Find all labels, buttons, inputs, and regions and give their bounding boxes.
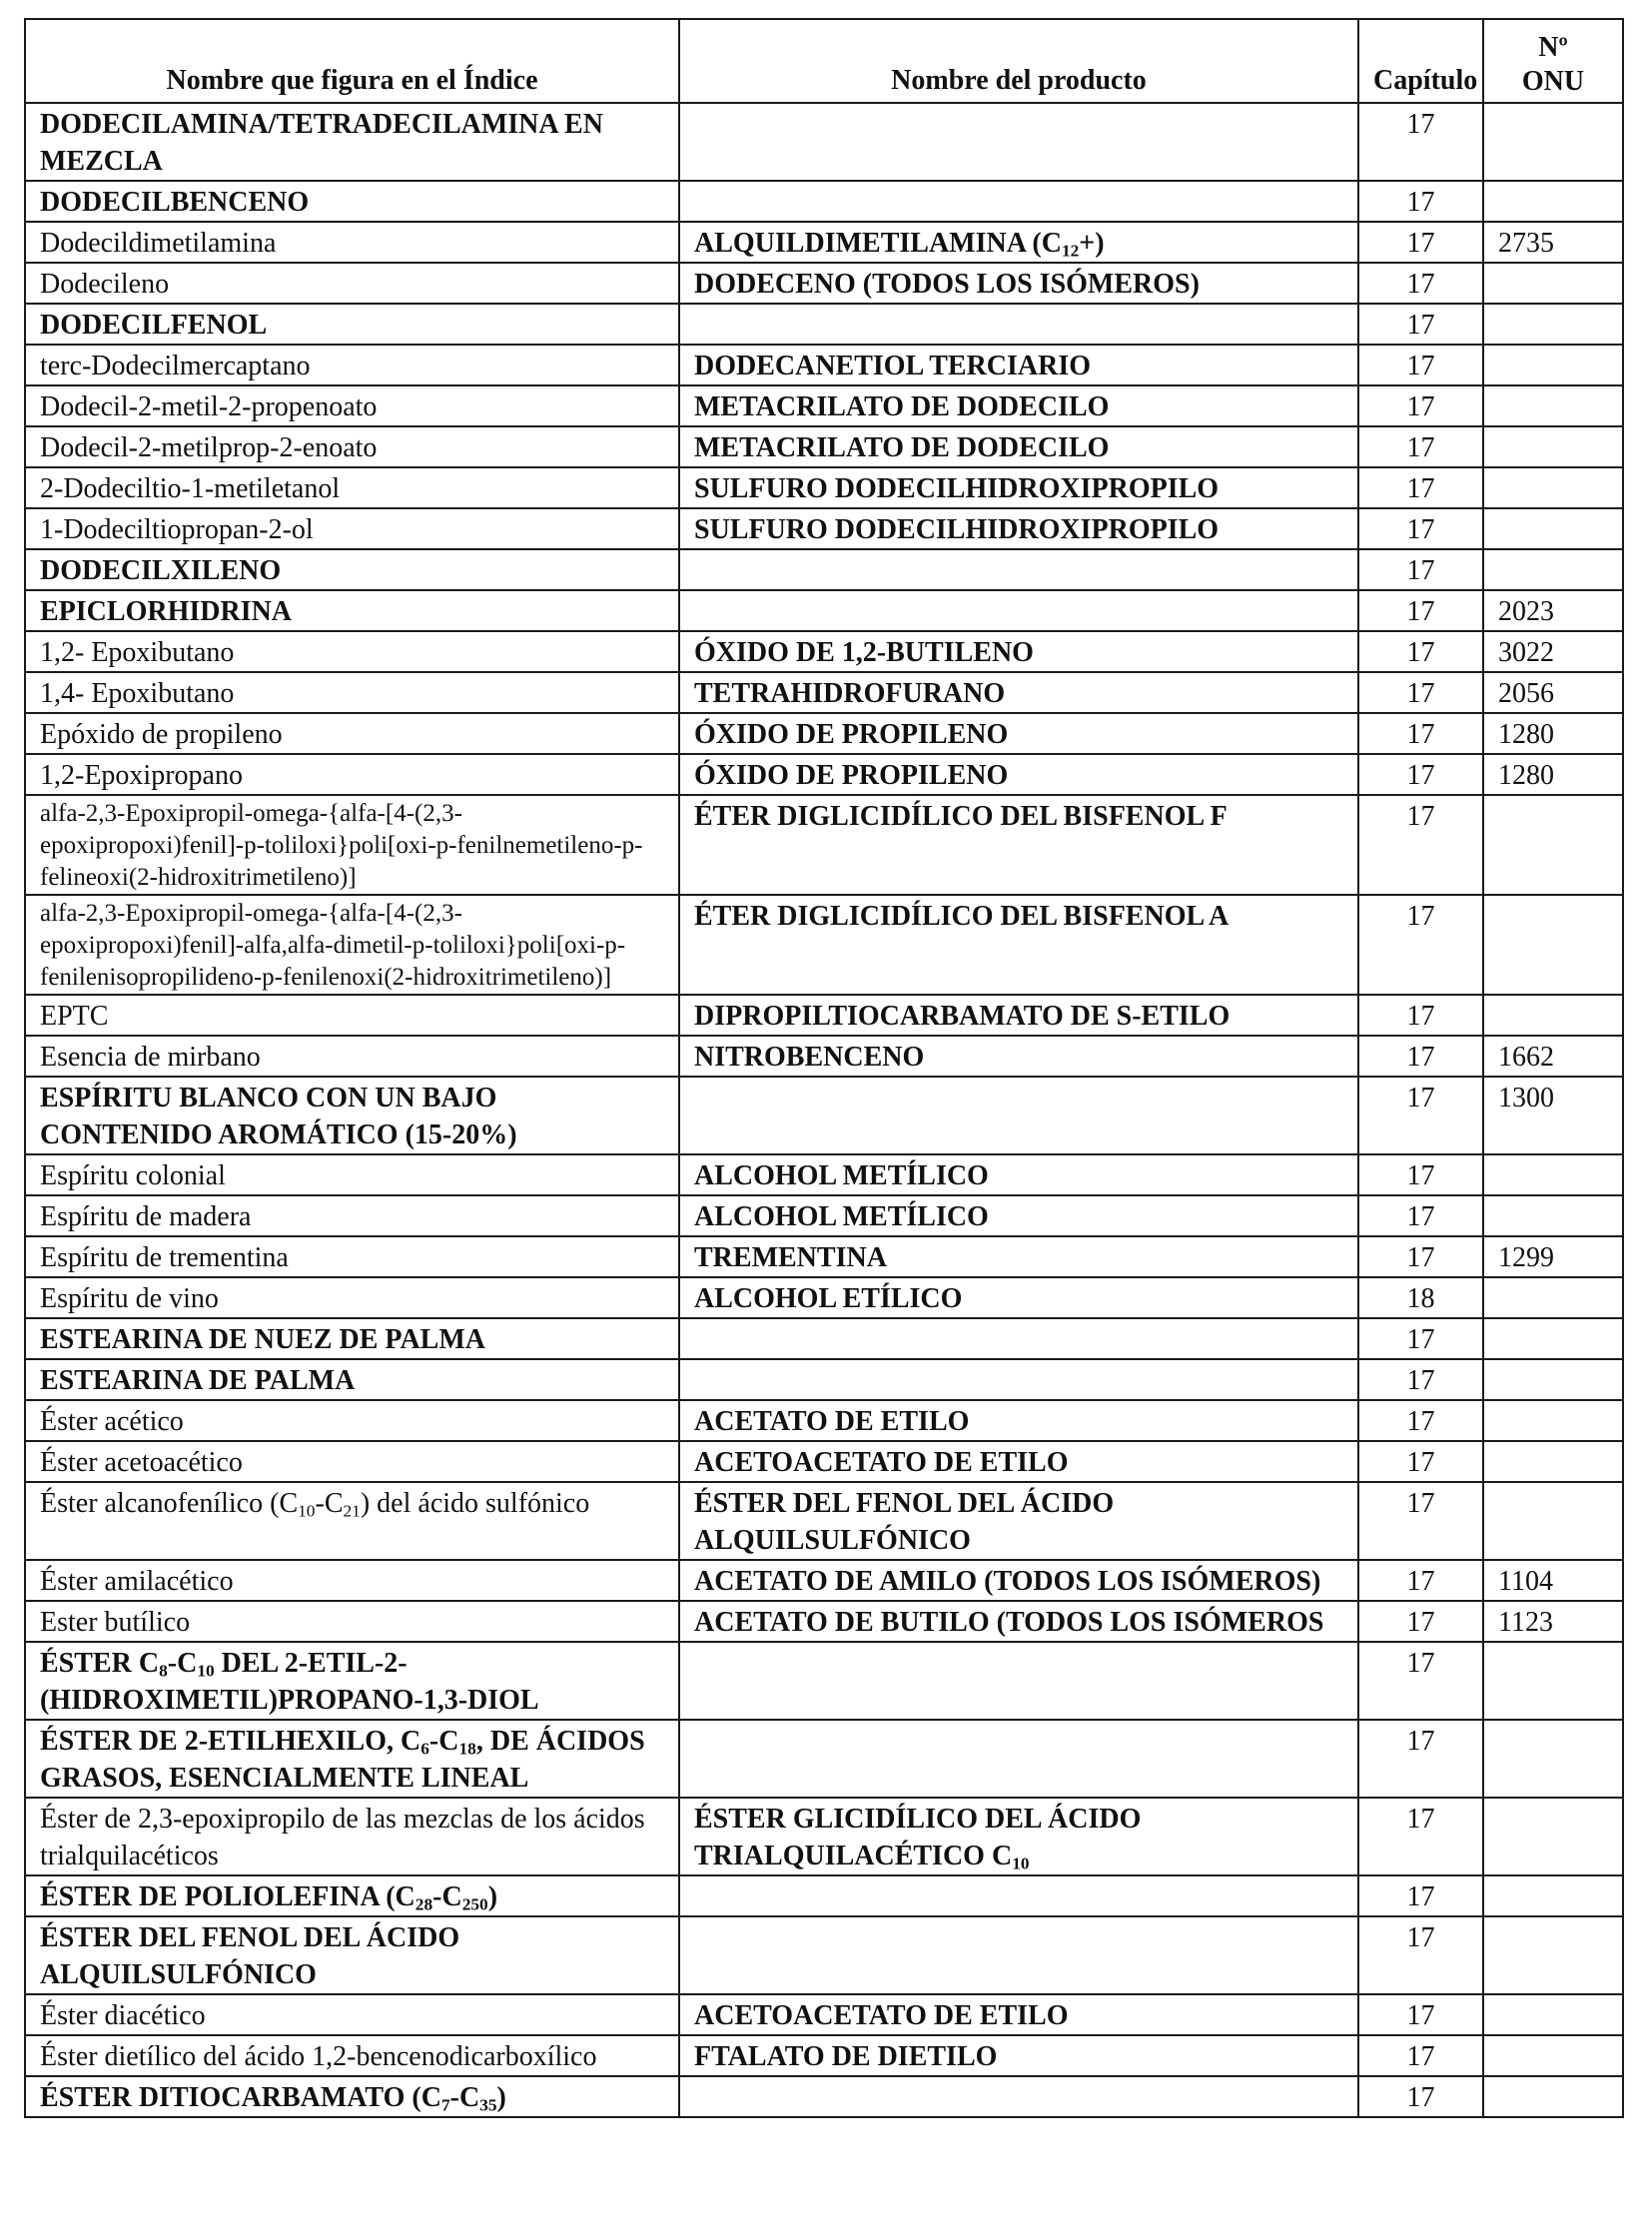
header-un-number-line1: Nº [1538,32,1568,63]
product-name-cell: ACETATO DE AMILO (TODOS LOS ISÓMEROS) [679,1560,1358,1601]
chapter-cell: 17 [1358,222,1483,263]
index-name-cell: DODECILFENOL [25,304,679,345]
chapter-cell: 17 [1358,2035,1483,2076]
un-number-cell [1483,1482,1623,1560]
chapter-cell: 17 [1358,672,1483,713]
table-row [25,1720,1623,1798]
table-row [25,426,1623,467]
table-header [25,19,1623,103]
chapter-cell: 17 [1358,2076,1483,2117]
table-row [25,1994,1623,2035]
un-number-cell [1483,1359,1623,1400]
table-row [25,181,1623,222]
chapter-cell: 17 [1358,754,1483,795]
product-name-cell: ALCOHOL METÍLICO [679,1154,1358,1195]
un-number-cell [1483,1798,1623,1875]
table-row [25,1482,1623,1560]
un-number-cell [1483,385,1623,426]
product-name-cell: TREMENTINA [679,1236,1358,1277]
chapter-cell: 17 [1358,1482,1483,1560]
table-row [25,754,1623,795]
chapter-cell: 17 [1358,263,1483,304]
product-name-cell: ÉTER DIGLICIDÍLICO DEL BISFENOL F [679,795,1358,895]
un-number-cell [1483,2076,1623,2117]
chapter-cell: 17 [1358,1236,1483,1277]
table-row [25,1916,1623,1994]
chapter-cell: 17 [1358,1875,1483,1916]
header-un-number [1483,19,1623,103]
index-name-cell: ESTEARINA DE NUEZ DE PALMA [25,1318,679,1359]
product-name-cell [679,1642,1358,1720]
chapter-cell: 17 [1358,304,1483,345]
table-row [25,1359,1623,1400]
index-name-cell: alfa-2,3-Epoxipropil-omega-{alfa-[4-(2,3-epoxipropoxi)fenil]-p-toliloxi}poli[oxi-p-fenilnemetileno-p-felineoxi(2-hidroxitrimetileno)] [25,795,679,895]
index-name-cell: terc-Dodecilmercaptano [25,345,679,385]
index-name-cell: Dodecil-2-metil-2-propenoato [25,385,679,426]
un-number-cell [1483,1400,1623,1441]
chapter-cell: 17 [1358,995,1483,1036]
un-number-cell: 1300 [1483,1077,1623,1154]
table-row [25,895,1623,995]
index-name-cell: 2-Dodeciltio-1-metiletanol [25,467,679,508]
table-row [25,385,1623,426]
table-row [25,508,1623,549]
product-name-cell [679,1720,1358,1798]
un-number-cell: 2056 [1483,672,1623,713]
chapter-cell: 17 [1358,631,1483,672]
table-row [25,672,1623,713]
table-row [25,1236,1623,1277]
product-name-cell: ÓXIDO DE 1,2-BUTILENO [679,631,1358,672]
chapter-cell: 17 [1358,1560,1483,1601]
un-number-cell [1483,1994,1623,2035]
index-name-cell: alfa-2,3-Epoxipropil-omega-{alfa-[4-(2,3-epoxipropoxi)fenil]-alfa,alfa-dimetil-p-toliloxi}poli[oxi-p-fenilenisopropilideno-p-fenilenoxi(2-hidroxitrimetileno)] [25,895,679,995]
product-name-cell [679,1875,1358,1916]
header-product-name: Nombre del producto [679,19,1358,103]
product-name-cell: ACETOACETATO DE ETILO [679,1994,1358,2035]
chapter-cell: 17 [1358,1077,1483,1154]
chapter-cell: 17 [1358,345,1483,385]
index-name-cell: Éster acético [25,1400,679,1441]
product-name-cell: NITROBENCENO [679,1036,1358,1077]
product-name-cell: DODECANETIOL TERCIARIO [679,345,1358,385]
product-name-cell: ÉSTER DEL FENOL DEL ÁCIDO ALQUILSULFÓNICO [679,1482,1358,1560]
chapter-cell: 17 [1358,1720,1483,1798]
product-name-cell: ÉSTER GLICIDÍLICO DEL ÁCIDO TRIALQUILACÉTICO $C_{10}$ [679,1798,1358,1875]
index-name-cell: 1,2-Epoxipropano [25,754,679,795]
un-number-cell [1483,1277,1623,1318]
table-row [25,795,1623,895]
chapter-cell: 17 [1358,1400,1483,1441]
un-number-cell [1483,1195,1623,1236]
table-body [25,103,1623,2117]
un-number-cell: 1104 [1483,1560,1623,1601]
table-row [25,1441,1623,1482]
product-name-cell: SULFURO DODECILHIDROXIPROPILO [679,467,1358,508]
chapter-cell: 17 [1358,1441,1483,1482]
product-name-cell: METACRILATO DE DODECILO [679,385,1358,426]
index-name-cell: DODECILBENCENO [25,181,679,222]
un-number-cell [1483,181,1623,222]
index-name-cell: EPTC [25,995,679,1036]
product-name-cell: DIPROPILTIOCARBAMATO DE S-ETILO [679,995,1358,1036]
product-name-cell [679,590,1358,631]
un-number-cell: 1299 [1483,1236,1623,1277]
product-name-cell [679,304,1358,345]
index-name-cell: Éster diacético [25,1994,679,2035]
index-name-cell: Éster dietílico del ácido 1,2-bencenodicarboxílico [25,2035,679,2076]
index-name-cell: EPICLORHIDRINA [25,590,679,631]
index-name-cell: Espíritu de madera [25,1195,679,1236]
table-row [25,995,1623,1036]
un-number-cell: 1123 [1483,1601,1623,1642]
table-row [25,103,1623,181]
product-name-cell: ACETATO DE BUTILO (TODOS LOS ISÓMEROS [679,1601,1358,1642]
un-number-cell [1483,508,1623,549]
table-row [25,1601,1623,1642]
product-name-cell [679,1916,1358,1994]
index-name-cell: ÉSTER DEL FENOL DEL ÁCIDO ALQUILSULFÓNICO [25,1916,679,1994]
index-name-cell: ÉSTER DE POLIOLEFINA $(C_{28}-C_{250})$ [25,1875,679,1916]
product-name-cell [679,1359,1358,1400]
un-number-cell: 3022 [1483,631,1623,672]
product-name-cell [679,103,1358,181]
product-name-cell [679,1318,1358,1359]
product-name-cell: METACRILATO DE DODECILO [679,426,1358,467]
un-number-cell [1483,1441,1623,1482]
index-name-cell: Dodecileno [25,263,679,304]
chapter-cell: 17 [1358,713,1483,754]
chapter-cell: 17 [1358,1601,1483,1642]
table-row [25,1036,1623,1077]
product-name-cell: SULFURO DODECILHIDROXIPROPILO [679,508,1358,549]
table-row [25,1277,1623,1318]
index-name-cell: 1-Dodeciltiopropan-2-ol [25,508,679,549]
header-row [25,19,1623,103]
product-name-cell: ACETOACETATO DE ETILO [679,1441,1358,1482]
un-number-cell [1483,1875,1623,1916]
header-un-number-line2: ONU [1521,66,1585,97]
index-name-cell: Espíritu colonial [25,1154,679,1195]
chapter-cell: 17 [1358,1318,1483,1359]
index-name-cell: Éster de 2,3-epoxipropilo de las mezclas de los ácidos trialquilacéticos [25,1798,679,1875]
un-number-cell [1483,895,1623,995]
table-row [25,549,1623,590]
un-number-cell: 2023 [1483,590,1623,631]
table-row [25,345,1623,385]
header-chapter: Capítulo [1358,19,1483,103]
un-number-cell [1483,1154,1623,1195]
un-number-cell [1483,426,1623,467]
un-number-cell [1483,467,1623,508]
product-name-cell: TETRAHIDROFURANO [679,672,1358,713]
index-name-cell: ESPÍRITU BLANCO CON UN BAJO CONTENIDO AROMÁTICO (15-20%) [25,1077,679,1154]
index-name-cell: DODECILAMINA/TETRADECILAMINA EN MEZCLA [25,103,679,181]
index-name-cell: 1,4- Epoxibutano [25,672,679,713]
table-row [25,1077,1623,1154]
table-row [25,631,1623,672]
un-number-cell [1483,1318,1623,1359]
index-name-cell: Éster alcanofenílico $(C_{10}-C_{21})$ del ácido sulfónico [25,1482,679,1560]
index-name-cell: Espíritu de vino [25,1277,679,1318]
product-name-cell [679,181,1358,222]
table-row [25,467,1623,508]
chapter-cell: 17 [1358,181,1483,222]
chapter-cell: 17 [1358,426,1483,467]
index-name-cell: Dodecildimetilamina [25,222,679,263]
index-name-cell: DODECILXILENO [25,549,679,590]
chapter-cell: 17 [1358,467,1483,508]
index-name-cell: 1,2- Epoxibutano [25,631,679,672]
product-name-cell: DODECENO (TODOS LOS ISÓMEROS) [679,263,1358,304]
chapter-cell: 17 [1358,1036,1483,1077]
un-number-cell [1483,263,1623,304]
index-name-cell: ESTEARINA DE PALMA [25,1359,679,1400]
chapter-cell: 17 [1358,103,1483,181]
chapter-cell: 17 [1358,1359,1483,1400]
table-row [25,1318,1623,1359]
table-row [25,1560,1623,1601]
table-row [25,1642,1623,1720]
product-name-cell: ALCOHOL METÍLICO [679,1195,1358,1236]
un-number-cell [1483,1642,1623,1720]
table-row [25,1154,1623,1195]
table-row [25,713,1623,754]
index-name-cell: Epóxido de propileno [25,713,679,754]
table-row [25,1400,1623,1441]
table-row [25,1195,1623,1236]
table-row [25,2035,1623,2076]
chapter-cell: 17 [1358,590,1483,631]
un-number-cell [1483,304,1623,345]
chapter-cell: 18 [1358,1277,1483,1318]
un-number-cell [1483,549,1623,590]
un-number-cell [1483,795,1623,895]
chapter-cell: 17 [1358,1994,1483,2035]
product-name-cell: FTALATO DE DIETILO [679,2035,1358,2076]
un-number-cell: 1662 [1483,1036,1623,1077]
chapter-cell: 17 [1358,1642,1483,1720]
un-number-cell: 2735 [1483,222,1623,263]
un-number-cell [1483,1916,1623,1994]
un-number-cell [1483,103,1623,181]
chapter-cell: 17 [1358,1154,1483,1195]
un-number-cell: 1280 [1483,713,1623,754]
index-name-cell: Ester butílico [25,1601,679,1642]
un-number-cell [1483,2035,1623,2076]
table-row [25,2076,1623,2117]
substance-index-table [24,18,1624,2118]
chapter-cell: 17 [1358,385,1483,426]
header-index-name: Nombre que figura en el Índice [25,19,679,103]
chapter-cell: 17 [1358,549,1483,590]
product-name-cell [679,549,1358,590]
table-row [25,263,1623,304]
index-name-cell: Dodecil-2-metilprop-2-enoato [25,426,679,467]
index-name-cell: Esencia de mirbano [25,1036,679,1077]
un-number-cell [1483,345,1623,385]
index-name-cell: ÉSTER $C_8-C_{10}$ DEL 2-ETIL-2-(HIDROXIMETIL)PROPANO-1,3-DIOL [25,1642,679,1720]
chapter-cell: 17 [1358,895,1483,995]
index-name-cell: Espíritu de trementina [25,1236,679,1277]
table-row [25,1875,1623,1916]
index-name-cell: ÉSTER DITIOCARBAMATO $(C_7-C_{35})$ [25,2076,679,2117]
product-name-cell: ACETATO DE ETILO [679,1400,1358,1441]
product-name-cell: ALQUILDIMETILAMINA $(C_{12}+)$ [679,222,1358,263]
chapter-cell: 17 [1358,1195,1483,1236]
chapter-cell: 17 [1358,1916,1483,1994]
chapter-cell: 17 [1358,1798,1483,1875]
product-name-cell [679,2076,1358,2117]
table-row [25,304,1623,345]
substance-index-page [24,18,1622,2118]
index-name-cell: Éster acetoacético [25,1441,679,1482]
un-number-cell [1483,1720,1623,1798]
product-name-cell [679,1077,1358,1154]
product-name-cell: ÉTER DIGLICIDÍLICO DEL BISFENOL A [679,895,1358,995]
chapter-cell: 17 [1358,795,1483,895]
table-row [25,590,1623,631]
index-name-cell: Éster amilacético [25,1560,679,1601]
product-name-cell: ALCOHOL ETÍLICO [679,1277,1358,1318]
un-number-cell: 1280 [1483,754,1623,795]
table-row [25,222,1623,263]
index-name-cell: ÉSTER DE 2-ETILHEXILO, $C_6-C_{18}$, DE ÁCIDOS GRASOS, ESENCIALMENTE LINEAL [25,1720,679,1798]
un-number-cell [1483,995,1623,1036]
product-name-cell: ÓXIDO DE PROPILENO [679,754,1358,795]
product-name-cell: ÓXIDO DE PROPILENO [679,713,1358,754]
table-row [25,1798,1623,1875]
chapter-cell: 17 [1358,508,1483,549]
